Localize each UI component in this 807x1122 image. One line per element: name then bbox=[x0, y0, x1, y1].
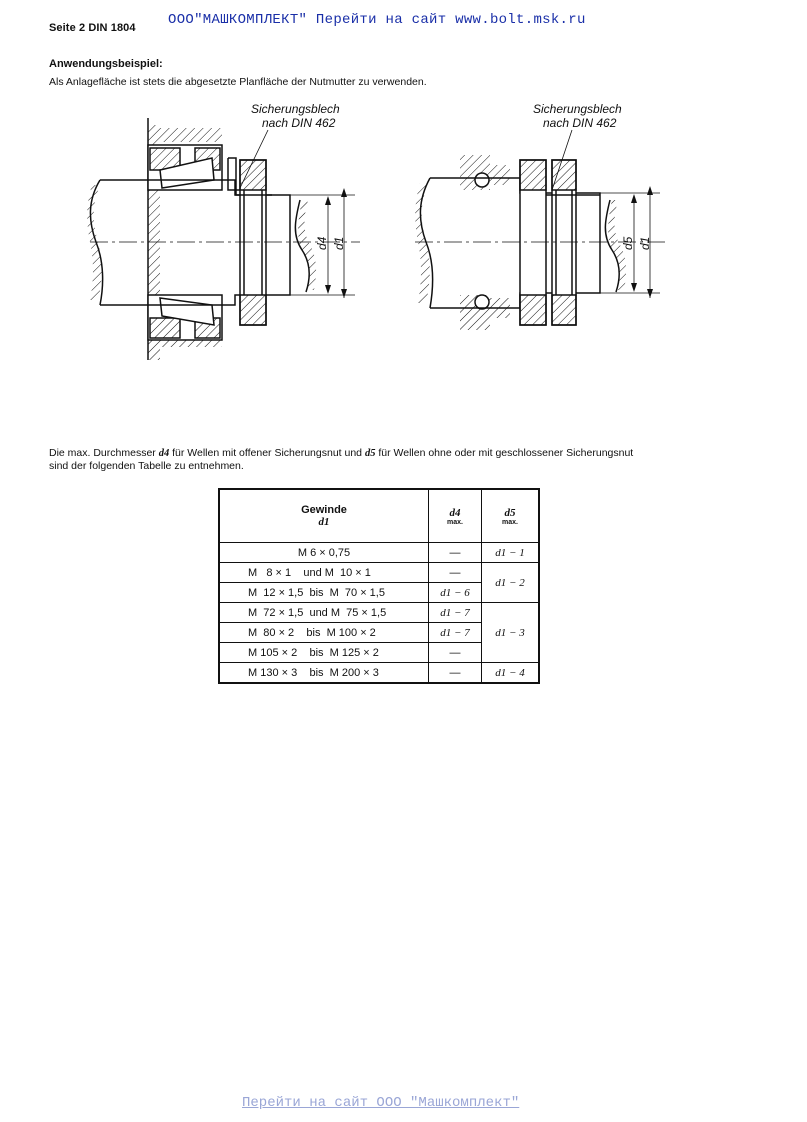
d4-cell: — bbox=[429, 643, 482, 663]
d5-cell: d1 − 3 bbox=[482, 603, 540, 663]
intro-part3: für Wellen ohne oder mit geschlossener Sicherungsnut bbox=[375, 447, 634, 459]
promo-link[interactable]: ООО"МАШКОМПЛЕКТ" Перейти на сайт www.bolt.msk.ru bbox=[168, 12, 586, 28]
d5-cell: d1 − 1 bbox=[482, 543, 540, 563]
thread-cell: M 6 × 0,75 bbox=[219, 543, 429, 563]
header-d5 bbox=[482, 489, 540, 543]
intro-d5: d5 bbox=[364, 448, 376, 459]
d4-cell: — bbox=[429, 543, 482, 563]
left-dim-d4: d4 bbox=[315, 236, 329, 250]
right-dim-d5: d5 bbox=[621, 236, 635, 250]
application-drawings bbox=[0, 95, 807, 395]
thread-cell: M 80 × 2 bis M 100 × 2 bbox=[219, 623, 429, 643]
header-d5-sub: max. bbox=[502, 518, 518, 526]
right-label-line1: Sicherungsblech bbox=[533, 102, 622, 116]
section-description: Als Anlagefläche ist stets die abgesetzte Planfläche der Nutmutter zu verwenden. bbox=[49, 76, 427, 88]
intro-d4: d4 bbox=[158, 448, 170, 459]
d4-cell: d1 − 7 bbox=[429, 623, 482, 643]
d4-cell: d1 − 6 bbox=[429, 583, 482, 603]
thread-cell: M 72 × 1,5 und M 75 × 1,5 bbox=[219, 603, 429, 623]
intro-line2: sind der folgenden Tabelle zu entnehmen. bbox=[49, 460, 244, 472]
table-intro bbox=[49, 447, 749, 472]
left-label-line1: Sicherungsblech bbox=[251, 102, 340, 116]
right-drawing bbox=[415, 130, 665, 330]
header-gewinde-label: Gewinde bbox=[301, 504, 347, 516]
table-header-row bbox=[219, 489, 539, 543]
header-gewinde bbox=[219, 489, 429, 543]
page-header: Seite 2 DIN 1804 bbox=[49, 22, 136, 34]
d4-cell: — bbox=[429, 563, 482, 583]
thread-cell: M 8 × 1 und M 10 × 1 bbox=[219, 563, 429, 583]
left-dim-d1: d1 bbox=[332, 236, 346, 250]
header-gewinde-sub: d1 bbox=[318, 516, 330, 528]
table-row bbox=[219, 663, 539, 684]
right-dim-d1: d1 bbox=[638, 236, 652, 250]
footer-link[interactable]: Перейти на сайт ООО "Машкомплект" bbox=[242, 1095, 520, 1111]
table-row bbox=[219, 563, 539, 583]
d4-cell: — bbox=[429, 663, 482, 684]
header-d5-label: d5 bbox=[504, 506, 516, 519]
table-row bbox=[219, 543, 539, 563]
intro-part2: für Wellen mit offener Sicherungsnut und bbox=[169, 447, 365, 459]
thread-table bbox=[218, 488, 540, 684]
intro-part1: Die max. Durchmesser bbox=[49, 447, 159, 459]
header-d4-label: d4 bbox=[449, 506, 461, 519]
thread-cell: M 105 × 2 bis M 125 × 2 bbox=[219, 643, 429, 663]
left-label-line2: nach DIN 462 bbox=[262, 116, 336, 130]
section-title: Anwendungsbeispiel: bbox=[49, 58, 163, 70]
thread-cell: M 12 × 1,5 bis M 70 × 1,5 bbox=[219, 583, 429, 603]
d5-cell: d1 − 2 bbox=[482, 563, 540, 603]
thread-cell: M 130 × 3 bis M 200 × 3 bbox=[219, 663, 429, 684]
d5-cell: d1 − 4 bbox=[482, 663, 540, 684]
header-d4 bbox=[429, 489, 482, 543]
header-d4-sub: max. bbox=[447, 518, 463, 526]
right-label-line2: nach DIN 462 bbox=[543, 116, 617, 130]
d4-cell: d1 − 7 bbox=[429, 603, 482, 623]
table-row bbox=[219, 603, 539, 623]
